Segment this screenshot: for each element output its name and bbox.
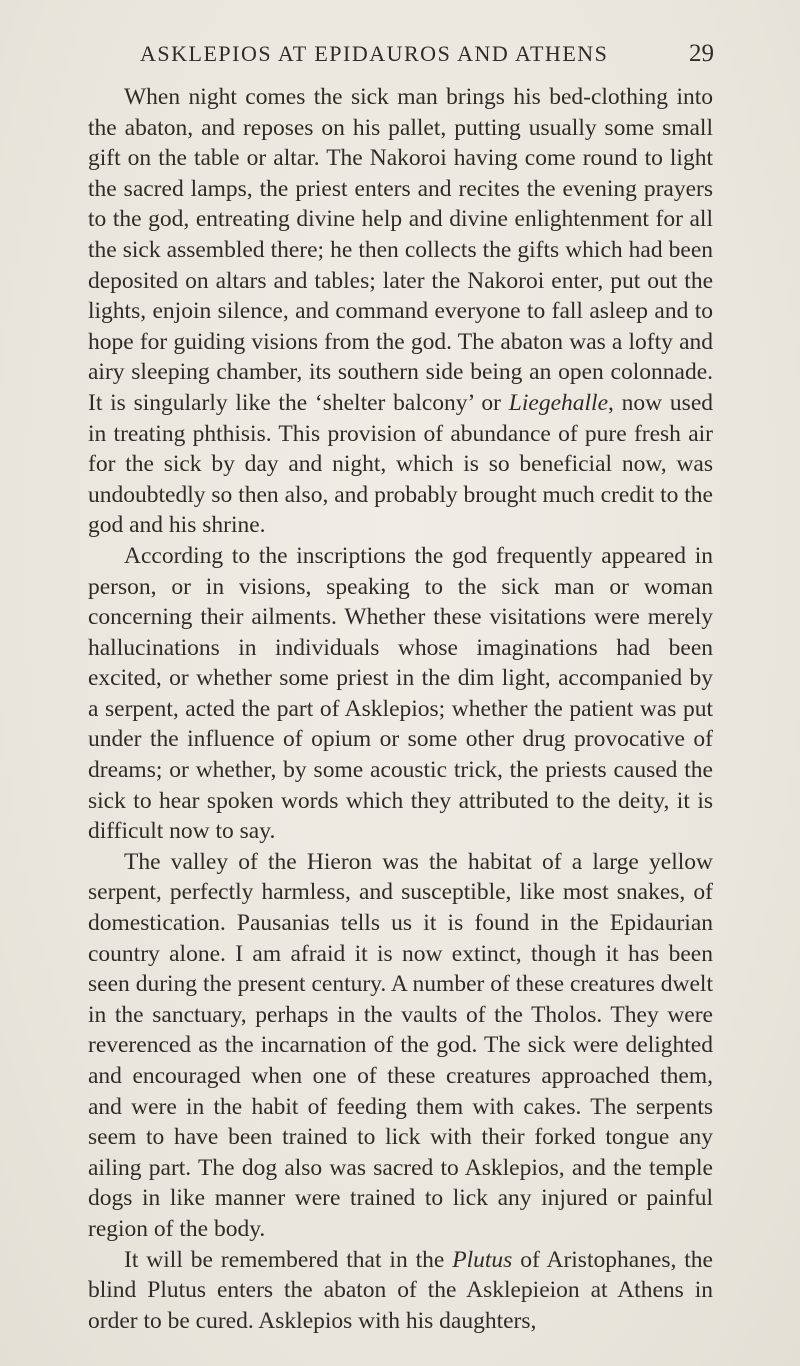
paragraph: The valley of the Hieron was the habitat of a large yellow serpent, perfectly harmless, and susceptible, like most snakes, of domestication. Pausanias tells us it is found in the Epidaurian country alone. I am afraid it is now extinct, though it has been seen during the present century. A number of these creatures dwelt in the sanctuary, perhaps in the vaults of the Tholos. They were reverenced as the incarnation of the god. The sick were delighted and encouraged when one of these creatures approached them, and were in the habit of feeding them with cakes. The serpents seem to have been trained to lick with their forked tongue any ailing part. The dog also was sacred to Asklepios, and the temple dogs in like manner were trained to lick any injured or painful region of the body. [88,848,713,1242]
paragraph: When night comes the sick man brings his bed-clothing into the abaton, and reposes on his pallet, putting usually some small gift on the table or altar. The Nakoroi having come round to light the sacred lamps, the priest enters and recites the evening prayers to the god, entreating divine help and divine enlightenment for all the sick assembled there; he then collects the gifts which had been deposited on altars and tables; later the Nakoroi enter, put out the lights, enjoin silence, and command everyone to fall asleep and to hope for guiding visions from the god. The abaton was a lofty and airy sleeping chamber, its southern side being an open colonnade. It is singularly like the ‘shelter balcony’ or Liegehalle, now used in treating phthisis. This provision of abundance of pure fresh air for the sick by day and night, which is so beneficial now, was undoubtedly so then also, and probably brought much credit to the god and his shrine. [88,84,713,539]
page-number: 29 [689,40,714,67]
italic-term: Plutus [452,1246,513,1273]
paragraph: According to the inscriptions the god frequently appeared in person, or in visions, speaking to the sick man or woman concerning their ailments. Whether these visitations were merely hallucinations in individuals whose imaginations had been excited, or whether some priest in the dim light, accompanied by a serpent, acted the part of Asklepios; whether the patient was put under the influence of opium or some other drug provocative of dreams; or whether, by some acoustic trick, the priests caused the sick to hear spoken words which they attributed to the deity, it is difficult now to say. [88,542,713,845]
paragraph: It will be remembered that in the Plutus of Aristophanes, the blind Plutus enters the abaton of the Asklepieion at Athens in order to be cured. Asklepios with his daughters, [88,1246,713,1334]
italic-term: Liegehalle [508,389,608,416]
running-head: ASKLEPIOS AT EPIDAUROS AND ATHENS [140,41,609,66]
body-text [88,82,713,1336]
page-header [0,36,800,76]
